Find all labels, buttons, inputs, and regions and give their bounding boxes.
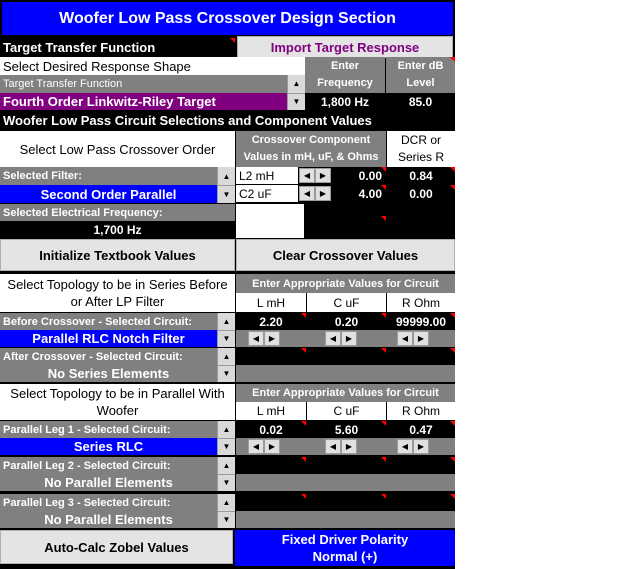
parallel-col-r: R Ohm — [387, 402, 455, 420]
parallel-col-l: L mH — [236, 402, 306, 420]
page-title: Woofer Low Pass Crossover Design Section — [0, 0, 455, 37]
increase-icon[interactable]: ▶ — [341, 331, 357, 346]
driver-polarity-button[interactable] — [235, 530, 455, 566]
circuit-header: Woofer Low Pass Circuit Selections and Component Values — [0, 111, 455, 130]
filter-scroll[interactable] — [217, 167, 235, 203]
decrease-icon[interactable]: ◀ — [248, 439, 264, 454]
comment-marker — [381, 494, 386, 499]
scroll-up-icon[interactable]: ▲ — [218, 167, 235, 186]
scroll-down-icon[interactable]: ▼ — [222, 369, 231, 378]
import-target-button[interactable]: Import Target Response — [237, 36, 453, 58]
scroll-down-icon[interactable]: ▼ — [222, 478, 231, 487]
selected-filter-label: Selected Filter: — [0, 167, 235, 185]
leg2-label: Parallel Leg 2 - Selected Circuit: — [0, 457, 217, 474]
blank-cell — [236, 204, 304, 221]
increase-icon[interactable]: ▶ — [341, 439, 357, 454]
scroll-down-icon[interactable]: ▼ — [222, 189, 231, 199]
leg1-c-value[interactable]: 5.60 — [307, 421, 386, 438]
scroll-up-icon[interactable]: ▲ — [218, 348, 235, 366]
comment-marker — [381, 185, 386, 190]
target-transfer-label: Target Transfer Function — [0, 37, 235, 57]
before-scroll[interactable] — [217, 313, 235, 347]
target-scroll[interactable] — [287, 75, 305, 110]
parallel-col-c: C uF — [307, 402, 386, 420]
comment-marker — [301, 313, 306, 318]
comment-marker — [301, 421, 306, 426]
order-label: Select Low Pass Crossover Order — [0, 131, 235, 167]
comment-marker — [381, 348, 386, 353]
l2-dcr-value[interactable]: 0.84 — [387, 167, 455, 184]
blank-cell — [236, 221, 304, 238]
comment-marker — [301, 494, 306, 499]
comment-marker — [450, 348, 455, 353]
after-scroll[interactable] — [217, 348, 235, 382]
scroll-up-icon[interactable]: ▲ — [218, 494, 235, 512]
leg2-blank-row — [236, 474, 455, 491]
leg1-r-value[interactable]: 0.47 — [387, 421, 455, 438]
decrease-icon[interactable]: ◀ — [397, 331, 413, 346]
target-small-label: Target Transfer Function — [0, 75, 287, 93]
scroll-up-icon[interactable]: ▲ — [288, 75, 305, 94]
decrease-icon[interactable]: ◀ — [299, 168, 315, 183]
comment-marker — [381, 457, 386, 462]
scroll-up-icon[interactable]: ▲ — [218, 421, 235, 439]
polarity-line2: Normal (+) — [312, 549, 378, 564]
comment-marker — [450, 457, 455, 462]
scroll-down-icon[interactable]: ▼ — [222, 334, 231, 343]
decrease-icon[interactable]: ◀ — [299, 186, 315, 201]
scroll-down-icon[interactable]: ▼ — [292, 96, 301, 106]
after-crossover-value[interactable]: No Series Elements — [0, 365, 217, 382]
after-crossover-label: After Crossover - Selected Circuit: — [0, 348, 217, 365]
comment-marker — [381, 313, 386, 318]
shape-label: Select Desired Response Shape — [0, 57, 305, 75]
comment-marker — [381, 167, 386, 172]
dcr-header: DCR or Series R — [387, 131, 455, 167]
scroll-down-icon[interactable]: ▼ — [222, 515, 231, 524]
comment-marker — [381, 216, 386, 221]
leg3-label: Parallel Leg 3 - Selected Circuit: — [0, 494, 217, 511]
series-enter-header: Enter Appropriate Values for Circuit — [236, 274, 455, 293]
comment-marker — [381, 421, 386, 426]
initialize-textbook-button[interactable]: Initialize Textbook Values — [0, 239, 235, 271]
auto-calc-zobel-button[interactable]: Auto-Calc Zobel Values — [0, 530, 233, 564]
decrease-icon[interactable]: ◀ — [325, 331, 341, 346]
comment-marker — [450, 313, 455, 318]
after-blank-row — [236, 365, 455, 382]
leg3-blank-row — [236, 511, 455, 528]
before-r-value[interactable]: 99999.00 — [387, 313, 455, 330]
increase-icon[interactable]: ▶ — [264, 331, 280, 346]
series-col-r: R Ohm — [387, 293, 455, 312]
leg3-value[interactable]: No Parallel Elements — [0, 511, 217, 528]
series-col-l: L mH — [236, 293, 306, 312]
leg1-l-value[interactable]: 0.02 — [236, 421, 306, 438]
parallel-header: Select Topology to be in Parallel With Woofer — [0, 384, 235, 420]
c2-value[interactable]: 4.00 — [332, 185, 386, 202]
frequency-header: Enter Frequency — [305, 57, 385, 93]
decrease-icon[interactable]: ◀ — [397, 439, 413, 454]
increase-icon[interactable]: ▶ — [315, 168, 331, 183]
comment-marker — [301, 348, 306, 353]
db-value[interactable]: 85.0 — [386, 93, 455, 110]
decrease-icon[interactable]: ◀ — [248, 331, 264, 346]
before-crossover-value[interactable]: Parallel RLC Notch Filter — [0, 330, 217, 347]
leg3-scroll[interactable] — [217, 494, 235, 528]
scroll-up-icon[interactable]: ▲ — [218, 457, 235, 475]
series-col-c: C uF — [307, 293, 386, 312]
comment-marker — [450, 494, 455, 499]
component-header: Crossover Component Values in mH, uF, & Ohms — [236, 131, 386, 167]
comment-marker — [450, 421, 455, 426]
polarity-line1: Fixed Driver Polarity — [281, 532, 409, 547]
selected-filter-value[interactable]: Second Order Parallel — [0, 185, 217, 203]
comment-marker — [450, 185, 455, 190]
parallel-enter-header: Enter Appropriate Values for Circuit — [236, 384, 455, 402]
clear-crossover-button[interactable]: Clear Crossover Values — [236, 239, 455, 271]
before-l-value[interactable]: 2.20 — [236, 313, 306, 330]
increase-icon[interactable]: ▶ — [413, 331, 429, 346]
increase-icon[interactable]: ▶ — [315, 186, 331, 201]
l2-value[interactable]: 0.00 — [332, 167, 386, 184]
l2-label: L2 mH — [236, 167, 298, 184]
c2-label: C2 uF — [236, 185, 298, 202]
leg2-scroll[interactable] — [217, 457, 235, 491]
frequency-value[interactable]: 1,800 Hz — [305, 93, 385, 110]
leg1-scroll[interactable] — [217, 421, 235, 455]
leg1-value[interactable]: Series RLC — [0, 438, 217, 455]
before-crossover-label: Before Crossover - Selected Circuit: — [0, 313, 217, 330]
leg1-label: Parallel Leg 1 - Selected Circuit: — [0, 421, 217, 438]
scroll-down-icon[interactable]: ▼ — [222, 442, 231, 451]
increase-icon[interactable]: ▶ — [413, 439, 429, 454]
scroll-up-icon[interactable]: ▲ — [218, 313, 235, 331]
comment-marker — [230, 38, 235, 43]
c2-dcr-value[interactable]: 0.00 — [387, 185, 455, 202]
target-selected-value[interactable]: Fourth Order Linkwitz-Riley Target — [0, 93, 287, 110]
increase-icon[interactable]: ▶ — [264, 439, 280, 454]
decrease-icon[interactable]: ◀ — [325, 439, 341, 454]
series-header: Select Topology to be in Series Before or After LP Filter — [0, 274, 235, 312]
electrical-frequency-label: Selected Electrical Frequency: — [0, 204, 235, 221]
db-header: Enter dB Level — [386, 57, 455, 93]
comment-marker — [450, 167, 455, 172]
electrical-frequency-value: 1,700 Hz — [0, 221, 235, 238]
before-c-value[interactable]: 0.20 — [307, 313, 386, 330]
comment-marker — [450, 57, 455, 62]
leg2-value[interactable]: No Parallel Elements — [0, 474, 217, 491]
comment-marker — [301, 457, 306, 462]
